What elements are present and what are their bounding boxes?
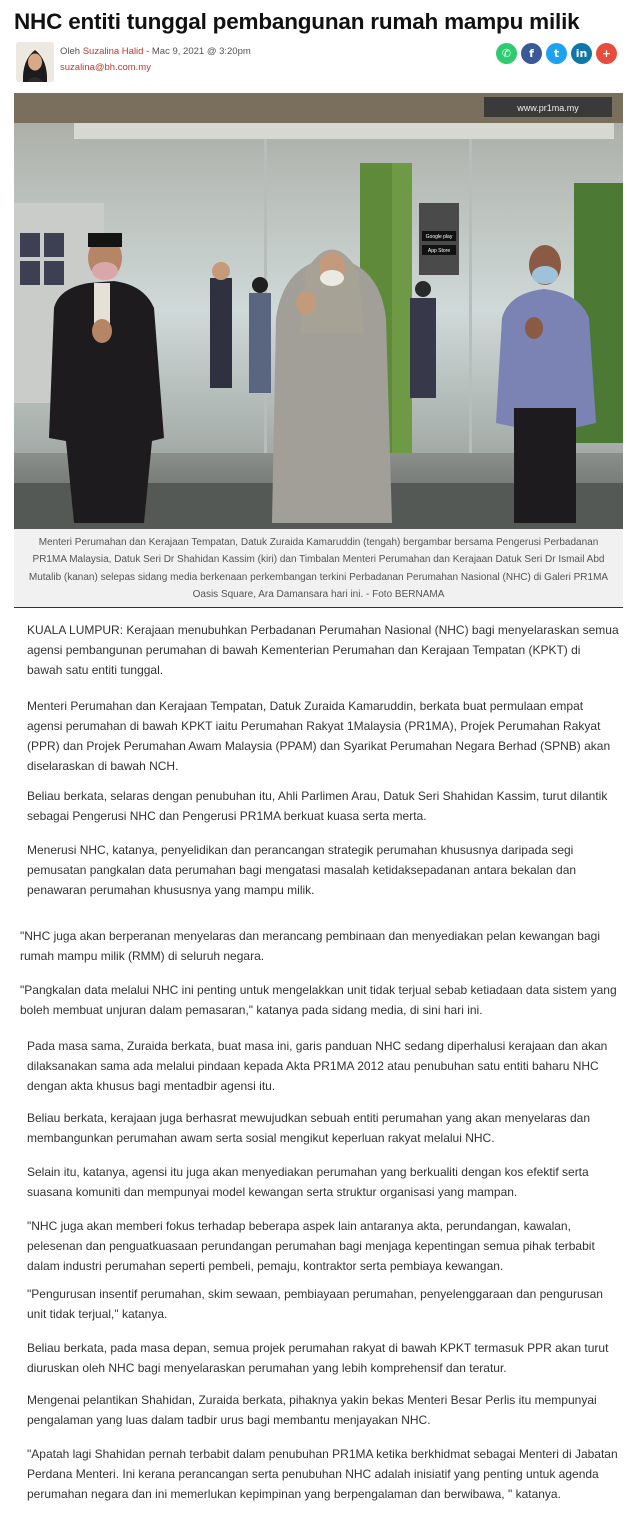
facebook-icon[interactable]: f — [521, 43, 542, 64]
photo-caption: Menteri Perumahan dan Kerajaan Tempatan, Datuk Zuraida Kamaruddin (tengah) bergambar bersama Pengerusi Perbadanan PR1MA Malaysia, Datuk Seri Dr Shahidan Kassim (kiri) dan Timbalan Menteri Perumahan dan Kerajaan Datuk Seri Dr Ismail Abd Mutalib (kanan) selepas sidang media berkenaan perkembangan terkini Perbadanan Perumahan Nasional (NHC) di Galeri PR1MA Oasis Square, Ara Damansara hari ini. - Foto BERNAMA — [14, 529, 623, 608]
byline — [14, 40, 619, 84]
author-link[interactable]: Suzalina Halid — [82, 46, 144, 57]
paragraph: "NHC juga akan memberi fokus terhadap beberapa aspek lain antaranya akta, perundangan, kawalan, pelesenan dan penguatkuasaan perundangan perumahan bagi menjaga kepentingan semua pihak terbabit dalam industri perumahan seperti pembeli, pemaju, kontraktor serta pembiaya kewangan. — [27, 1219, 595, 1273]
paragraph: Beliau berkata, kerajaan juga berhasrat mewujudkan sebuah entiti perumahan yang akan menyelaras dan membangunkan perumahan awam serta sosial mengikut keperluan rakyat melalui NHC. — [27, 1111, 591, 1145]
more-share-icon[interactable]: + — [596, 43, 617, 64]
article-title: NHC entiti tunggal pembangunan rumah mampu milik — [14, 9, 580, 34]
paragraph: "Pengurusan insentif perumahan, skim sewaan, pembiayaan perumahan, penyelenggaraan dan pengurusan unit tidak terjual," katanya. — [27, 1287, 603, 1321]
paragraph: Menerusi NHC, katanya, penyelidikan dan perancangan strategik perumahan khususnya daripada segi pemusatan pangkalan data perumahan bagi mengatasi masalah ketidaksepadanan antara bekalan dan penawaran perumahan khususnya yang mampu milik. — [27, 843, 577, 897]
author-email[interactable]: suzalina@bh.com.my — [60, 62, 151, 73]
paragraph: Menteri Perumahan dan Kerajaan Tempatan, Datuk Zuraida Kamaruddin, berkata buat permulaan empat agensi perumahan di bawah KPKT iaitu Perumahan Rakyat 1Malaysia (PR1MA), Projek Perumahan Rakyat (PPR) dan Projek Perumahan Awam Malaysia (PPAM) dan Syarikat Perumahan Negara Berhad (SPNB) akan diselaraskan di bawah NCH. — [27, 699, 611, 773]
paragraph: "Apatah lagi Shahidan pernah terbabit dalam penubuhan PR1MA ketika berkhidmat sebagai Menteri di Jabatan Perdana Menteri. Ini kerana perancangan serta penubuhan NHC adalah inisiatif yang penting untuk agenda perumahan negara dan ini memerlukan kepimpinan yang berpengalaman dan berwibawa, " katanya. — [27, 1447, 618, 1501]
byline-prefix: Oleh — [60, 46, 83, 57]
paragraph: "NHC juga akan berperanan menyelaras dan merancang pembinaan dan menyediakan pelan kewangan bagi rumah mampu milik (RMM) di seluruh negara. — [20, 929, 600, 963]
article-photo — [14, 93, 623, 529]
sign-text: www.pr1ma.my — [517, 103, 579, 113]
app-store-badge: App Store — [427, 248, 451, 254]
paragraph: Pada masa sama, Zuraida berkata, buat masa ini, garis panduan NHC sedang diperhalusi kerajaan dan akan dilaksanakan sama ada melalui pindaan kepada Akta PR1MA 2012 atau penubuhan satu entiti baharu NHC dengan akta khusus bagi mentadbir agensi itu. — [27, 1039, 608, 1093]
linkedin-icon[interactable]: in — [571, 43, 592, 64]
paragraph: KUALA LUMPUR: Kerajaan menubuhkan Perbadanan Perumahan Nasional (NHC) bagi menyelaraskan semua agensi pembangunan perumahan di bawah Kementerian Perumahan dan Kerajaan Tempatan (KPKT) di bawah satu entiti tunggal. — [27, 623, 619, 677]
publish-date: - Mac 9, 2021 @ 3:20pm — [143, 46, 251, 57]
whatsapp-icon[interactable]: ✆ — [496, 43, 517, 64]
paragraph: Beliau berkata, pada masa depan, semua projek perumahan rakyat di bawah KPKT termasuk PPR akan turut diuruskan oleh NHC bagi menyelaraskan perumahan yang lebih komprehensif dan teratur. — [27, 1341, 609, 1375]
paragraph: Beliau berkata, selaras dengan penubuhan itu, Ahli Parlimen Arau, Datuk Seri Shahidan Kassim, turut dilantik sebagai Pengerusi NHC dan Pengerusi PR1MA berkuat kuasa serta merta. — [27, 789, 608, 823]
twitter-icon[interactable]: t — [546, 43, 567, 64]
share-buttons — [496, 43, 617, 64]
paragraph: "Pangkalan data melalui NHC ini penting untuk mengelakkan unit tidak terjual sebab ketiadaan data sistem yang boleh membuat unjuran dalam pemasaran," katanya pada sidang media, di sini hari ini. — [20, 983, 617, 1017]
author-avatar[interactable] — [16, 42, 54, 82]
byline-meta — [60, 46, 251, 57]
google-play-badge: Google play — [425, 234, 453, 240]
paragraph: Selain itu, katanya, agensi itu juga akan menyediakan perumahan yang berkualiti dengan kos efektif serta suasana komuniti dan mempunyai model kewangan serta struktur organisasi yang mampan. — [27, 1165, 589, 1199]
paragraph: Mengenai pelantikan Shahidan, Zuraida berkata, pihaknya yakin bekas Menteri Besar Perlis itu mempunyai pengalaman yang luas dalam tadbir urus bagi membantu menjayakan NHC. — [27, 1393, 597, 1427]
